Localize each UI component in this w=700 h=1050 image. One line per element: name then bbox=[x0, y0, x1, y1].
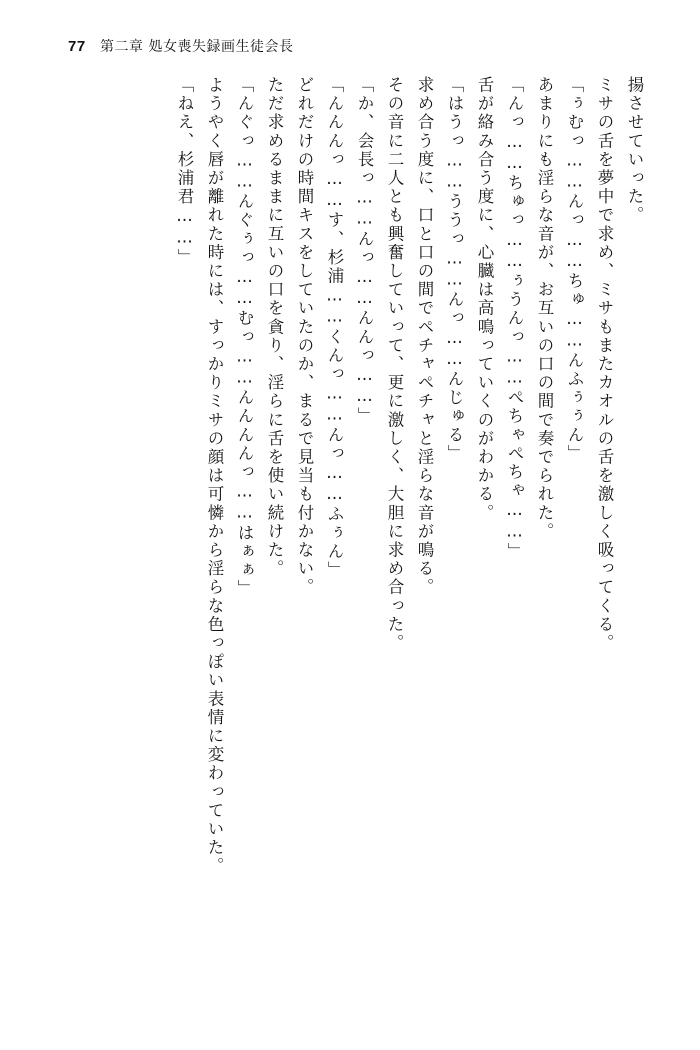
page-header bbox=[0, 34, 700, 60]
page-number: 77 bbox=[68, 38, 86, 55]
text-line: あまりにも淫らな音が、お互いの口の間で奏でられた。 bbox=[535, 76, 554, 541]
text-line: 舌が絡み合う度に、心臓は高鳴っていくのがわかる。 bbox=[475, 76, 494, 523]
text-line: どれだけの時間キスをしていたのか、まるで見当も付かない。 bbox=[295, 76, 314, 597]
text-line: その音に二人とも興奮していって、更に激しく、大胆に求め合った。 bbox=[385, 76, 404, 653]
text-line: 「か、会長っ……んっ……んんっ……」 bbox=[355, 76, 374, 426]
text-line: 「んぐっ……んぐぅっ……むっ……んんんんっ……はぁぁ」 bbox=[235, 76, 254, 599]
text-line: 「んっ……ちゅっ……ぅうんっ……ぺちゃぺちゃ……」 bbox=[505, 76, 524, 561]
chapter-title: 第二章 処女喪失録画生徒会長 bbox=[100, 39, 294, 55]
text-line: 揚させていった。 bbox=[625, 76, 644, 225]
text-line: ただ求めるままに互いの口を貪り、淫らに舌を使い続けた。 bbox=[265, 76, 284, 579]
text-line: ミサの舌を夢中で求め、ミサもまたカオルの舌を激しく吸ってくる。 bbox=[595, 76, 614, 653]
text-line: 求め合う度に、口と口の間でペチャペチャと淫らな音が鳴る。 bbox=[415, 76, 434, 597]
text-line: 「はうっ……ううっ……んっ……んじゅる」 bbox=[445, 76, 464, 463]
text-line: 「んんんっ……す、杉浦……くんっ……んっ……ふぅん」 bbox=[325, 76, 344, 580]
vertical-text-body bbox=[82, 76, 642, 996]
text-line: 「ぅむっ……んっ……ちゅ……んふぅぅん」 bbox=[565, 76, 584, 463]
text-line: 「ねえ、杉浦君……」 bbox=[175, 76, 194, 267]
text-line: ようやく唇が離れた時には、すっかりミサの顔は可憐から淫らな色っぽい表情に変わっていた。 bbox=[205, 76, 224, 876]
